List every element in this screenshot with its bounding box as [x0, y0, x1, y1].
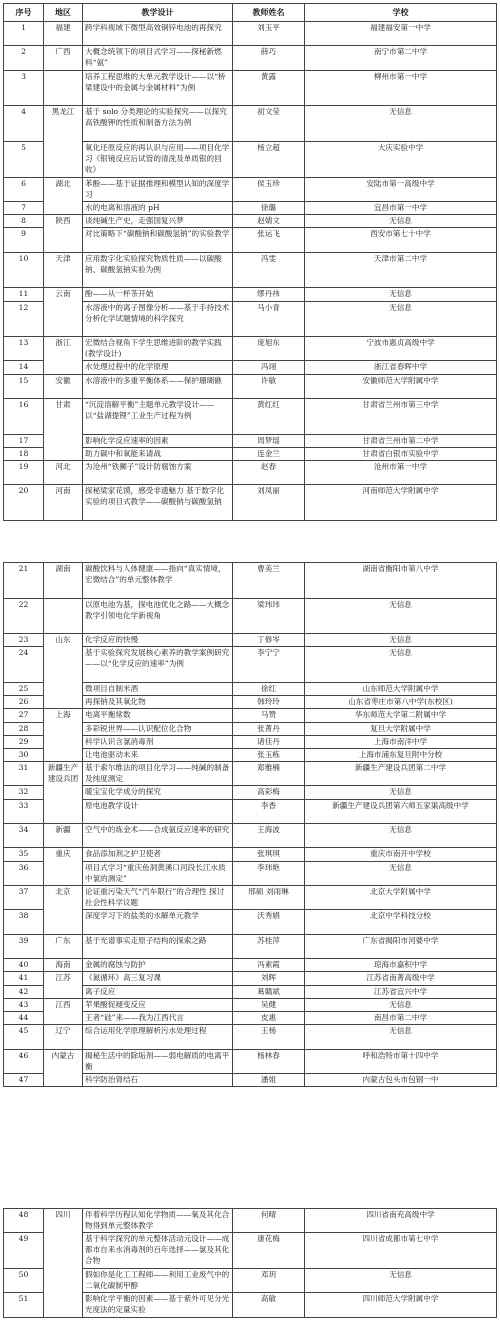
- row-teacher: 诸佳丹: [233, 735, 305, 748]
- row-region: 江西: [44, 998, 83, 1024]
- row-teacher: 高敏: [233, 1293, 305, 1317]
- row-teacher: 郑雅楠: [233, 762, 305, 786]
- row-number: 29: [4, 735, 44, 748]
- row-teacher: 王杨: [233, 1025, 305, 1049]
- row-design: 大概念统领下的项目式学习——探秘新燃料“氨”: [83, 46, 233, 70]
- row-school: 宁波市惠贞高级中学: [305, 337, 497, 361]
- row-school: 新疆生产建设兵团第六师五家渠高级中学: [305, 799, 497, 823]
- row-number: 41: [4, 972, 44, 985]
- row-teacher: 徐璐: [233, 201, 305, 214]
- row-school: 山东师范大学附属中学: [305, 682, 497, 695]
- row-design: 以原电池为基，探电池优化之路——大概念教学引领电化学新视角: [83, 598, 233, 634]
- row-teacher: 张菁丹: [233, 722, 305, 735]
- row-teacher: 丁修岑: [233, 634, 305, 647]
- row-region: 广东: [44, 934, 83, 958]
- row-region: 黑龙江: [44, 106, 83, 177]
- row-school: 无信息: [305, 824, 497, 848]
- row-number: 36: [4, 861, 44, 885]
- row-region: 北京: [44, 886, 83, 935]
- row-number: 8: [4, 215, 44, 228]
- row-design: 王者“硅”来——我为江西代言: [83, 1011, 233, 1024]
- row-design: 《氮循环》高三复习课: [83, 972, 233, 985]
- row-school: 甘肃省兰州市第三中学: [305, 399, 497, 435]
- row-school: 甘肃省白银市实验中学: [305, 447, 497, 460]
- row-design: 影响化学反应速率的因素: [83, 434, 233, 447]
- row-number: 23: [4, 634, 44, 647]
- row-teacher: 马赞: [233, 709, 305, 722]
- row-number: 34: [4, 824, 44, 848]
- row-region: 内蒙古: [44, 1049, 83, 1087]
- table-row: [4, 337, 497, 361]
- row-school: 沧州市第一中学: [305, 461, 497, 485]
- row-school: 大庆实验中学: [305, 141, 497, 177]
- row-teacher: 薛巧: [233, 46, 305, 70]
- row-region: 安徽: [44, 374, 83, 398]
- row-number: 38: [4, 910, 44, 934]
- row-design: 基于科学探究的单元整体活动元设计——成都市自来水消毒剂的百年选择——氯及其化合物: [83, 1233, 233, 1269]
- row-region: 天津: [44, 252, 83, 288]
- row-teacher: 邢硕 刘雨琳: [233, 886, 305, 910]
- row-region: [44, 598, 83, 634]
- row-school: 重庆市南开中学校: [305, 848, 497, 861]
- row-school: 南宁市第二中学: [305, 46, 497, 70]
- row-number: 5: [4, 141, 44, 177]
- row-school: 琼海市嘉积中学: [305, 959, 497, 972]
- row-number: 47: [4, 1073, 44, 1086]
- row-design: 假如你是化工工程师——利用工业废气中的二氧化碳制甲醇: [83, 1268, 233, 1292]
- row-teacher: 赵婧文: [233, 215, 305, 228]
- row-number: 1: [4, 22, 44, 46]
- row-school: 四川省成都市第七中学: [305, 1233, 497, 1269]
- row-teacher: 徐红: [233, 682, 305, 695]
- row-number: 18: [4, 447, 44, 460]
- row-number: 51: [4, 1293, 44, 1317]
- table-row: [4, 934, 497, 958]
- row-design: 水处理过程中的化学原理: [83, 361, 233, 374]
- table-row: [4, 762, 497, 786]
- row-teacher: 马小青: [233, 301, 305, 337]
- row-region: [44, 70, 83, 106]
- row-design: 化学反应的快慢: [83, 634, 233, 647]
- table-row: [4, 634, 497, 647]
- table-row: [4, 886, 497, 910]
- row-region: 广西: [44, 46, 83, 70]
- row-school: 无信息: [305, 998, 497, 1011]
- table-row: [4, 46, 497, 70]
- row-design: 基于索尔维法的项目化学习——纯碱的制备及纯度测定: [83, 762, 233, 786]
- row-design: 影响化学平衡的因素——基于紫外可见分光光度法的定量实验: [83, 1293, 233, 1317]
- row-region: 湖南: [44, 563, 83, 599]
- header-region: 地区: [44, 4, 83, 22]
- row-number: 30: [4, 748, 44, 761]
- row-design: 基于光谱事实走原子结构的探索之路: [83, 934, 233, 958]
- row-school: 无信息: [305, 106, 497, 142]
- row-school: 内蒙古包头市包钢一中: [305, 1073, 497, 1086]
- row-number: 21: [4, 563, 44, 599]
- row-number: 3: [4, 70, 44, 106]
- table-row: [4, 848, 497, 861]
- row-school: 福建福安第一中学: [305, 22, 497, 46]
- row-teacher: 杨立超: [233, 141, 305, 177]
- table-row: [4, 177, 497, 201]
- row-region: 河北: [44, 461, 83, 485]
- table-row: [4, 22, 497, 46]
- row-design: 让电池驱动未来: [83, 748, 233, 761]
- row-teacher: 张琪琪: [233, 848, 305, 861]
- row-design: 原电池教学设计: [83, 799, 233, 823]
- table-row: [4, 252, 497, 288]
- row-number: 17: [4, 434, 44, 447]
- row-design: 基于实验探究发展核心素养的教学案例研究——以“化学反应的速率”为例: [83, 647, 233, 683]
- row-design: 谈纯碱生产史，走强国复兴梦: [83, 215, 233, 228]
- row-school: 河南师范大学附属中学: [305, 485, 497, 521]
- row-school: 四川师范大学附属中学: [305, 1293, 497, 1317]
- row-school: 无信息: [305, 301, 497, 337]
- row-region: 山东: [44, 634, 83, 709]
- row-school: 广东省揭阳市河婆中学: [305, 934, 497, 958]
- course-table-part-3: [3, 1208, 497, 1318]
- row-design: 基于 solo 分类理论的实验探究——以探究高铁酸钾的性质和制备方法为例: [83, 106, 233, 142]
- row-school: 无信息: [305, 1025, 497, 1049]
- row-design: 再探钠及其氧化物: [83, 696, 233, 709]
- row-teacher: 李香: [233, 799, 305, 823]
- row-region: 浙江: [44, 337, 83, 375]
- row-design: 碳酸饮料与人体健康——指向“真实情境，宏微结合”的单元整体教学: [83, 563, 233, 599]
- row-design: 伴着科学历程认知化学物质——氧及其化合物得到单元整体教学: [83, 1209, 233, 1233]
- row-design: 苹果酸促褪变反应: [83, 998, 233, 1011]
- row-teacher: 刘晖: [233, 972, 305, 985]
- row-design: 对比策略下“碳酸钠和碳酸氢钠”的实验教学: [83, 228, 233, 252]
- table-row: [4, 106, 497, 142]
- row-number: 20: [4, 485, 44, 521]
- course-table-part-2: [3, 562, 497, 1087]
- row-number: 48: [4, 1209, 44, 1233]
- row-region: 重庆: [44, 848, 83, 886]
- row-design: 为沧州“铁狮子”设计防腐蚀方案: [83, 461, 233, 485]
- table-row: [4, 998, 497, 1011]
- row-number: 14: [4, 361, 44, 374]
- table-row: [4, 485, 497, 521]
- row-teacher: 李宁宁: [233, 647, 305, 683]
- row-school: 无信息: [305, 1268, 497, 1292]
- row-number: 43: [4, 998, 44, 1011]
- row-design: 跨学科视域下微型高效铜锌电池的再探究: [83, 22, 233, 46]
- row-region: 湖北: [44, 177, 83, 215]
- row-number: 15: [4, 374, 44, 398]
- row-school: 新疆生产建设兵团第二中学: [305, 762, 497, 786]
- row-school: 上海市浦东复旦附中分校: [305, 748, 497, 761]
- row-school: 浙江省春晖中学: [305, 361, 497, 374]
- row-region: 海南: [44, 959, 83, 972]
- header-school: 学校: [305, 4, 497, 22]
- row-region: 福建: [44, 22, 83, 46]
- row-teacher: 初文莹: [233, 106, 305, 142]
- row-number: 2: [4, 46, 44, 70]
- row-number: 39: [4, 934, 44, 958]
- table-row: [4, 709, 497, 722]
- row-school: 天津市第二中学: [305, 252, 497, 288]
- row-teacher: 潘姐: [233, 1073, 305, 1086]
- row-school: 安徽师范大学附属中学: [305, 374, 497, 398]
- row-design: 微项目自制米酒: [83, 682, 233, 695]
- row-design: 综合运用化学原理解析污水处理过程: [83, 1025, 233, 1049]
- row-teacher: 张玉栋: [233, 748, 305, 761]
- row-teacher: 杨林春: [233, 1049, 305, 1073]
- row-design: 培养工程思维的大单元教学设计——以“桥梁建设中的金属与金属材料”为例: [83, 70, 233, 106]
- row-design: 电离平衡常数: [83, 709, 233, 722]
- row-region: 江苏: [44, 972, 83, 998]
- row-number: 12: [4, 301, 44, 337]
- row-region: 辽宁: [44, 1025, 83, 1049]
- row-number: 49: [4, 1233, 44, 1269]
- row-number: 25: [4, 682, 44, 695]
- row-design: 多彩锐世界——认识配位化合物: [83, 722, 233, 735]
- row-design: 项目式学习“重庆鱼洞黄溪口河段长江水质中氯的测定”: [83, 861, 233, 885]
- row-school: 北京中学科技分校: [305, 910, 497, 934]
- row-teacher: 何晴: [233, 1209, 305, 1233]
- row-design: 探秘梁家花馍，感受非遗魅力 基于数字化实验的项目式教学——碳酸钠与碳酸氢钠: [83, 485, 233, 521]
- row-design: 科学认识含氯消毒剂: [83, 735, 233, 748]
- row-design: 苯酚——基于证据推理和模型认知的深度学习: [83, 177, 233, 201]
- header-number: 序号: [4, 4, 44, 22]
- row-number: 4: [4, 106, 44, 142]
- table-row: [4, 598, 497, 634]
- row-school: 无信息: [305, 598, 497, 634]
- row-region: 新疆: [44, 824, 83, 848]
- row-school: 无信息: [305, 786, 497, 799]
- row-number: 6: [4, 177, 44, 201]
- row-teacher: 黄红红: [233, 399, 305, 435]
- row-teacher: 周梦瑶: [233, 434, 305, 447]
- table-header-row: [4, 4, 497, 22]
- row-teacher: 王海波: [233, 824, 305, 848]
- header-teacher: 教师姓名: [233, 4, 305, 22]
- row-school: 无信息: [305, 215, 497, 228]
- row-teacher: 曹美兰: [233, 563, 305, 599]
- row-teacher: 葛赣斌: [233, 985, 305, 998]
- row-school: 华东师范大学第二附属中学: [305, 709, 497, 722]
- row-number: 9: [4, 228, 44, 252]
- row-design: 宏微结合视角下学生思维进阶的教学实践(教学设计): [83, 337, 233, 361]
- row-design: 科学防治肾结石: [83, 1073, 233, 1086]
- row-teacher: 张运飞: [233, 228, 305, 252]
- row-design: 氧化还原反应的再认识与应用——项目化学习《银镜反应后试管的清洗及单质银的回收》: [83, 141, 233, 177]
- row-teacher: 黄露: [233, 70, 305, 106]
- row-number: 42: [4, 985, 44, 998]
- row-number: 22: [4, 598, 44, 634]
- row-teacher: 赵春: [233, 461, 305, 485]
- row-number: 40: [4, 959, 44, 972]
- row-teacher: 苏桂萍: [233, 934, 305, 958]
- row-design: 深度学习下的盐类的水解单元教学: [83, 910, 233, 934]
- row-teacher: 冯翊: [233, 361, 305, 374]
- row-school: 无信息: [305, 288, 497, 301]
- row-region: 陕西: [44, 215, 83, 253]
- row-number: 33: [4, 799, 44, 823]
- row-design: 空气中的炼金术——合成氨反应速率的研究: [83, 824, 233, 848]
- row-school: 宜昌市第一中学: [305, 201, 497, 214]
- row-teacher: 连金兰: [233, 447, 305, 460]
- row-teacher: 高彩梅: [233, 786, 305, 799]
- row-design: 助力碳中和氧能来请战: [83, 447, 233, 460]
- row-design: 暖宝宝化学成分的探究: [83, 786, 233, 799]
- row-school: 北京大学附属中学: [305, 886, 497, 910]
- row-school: 复旦大学附属中学: [305, 722, 497, 735]
- row-school: 南昌市第二中学: [305, 1011, 497, 1024]
- row-teacher: 吴健: [233, 998, 305, 1011]
- row-school: 湖南省衡阳市第八中学: [305, 563, 497, 599]
- row-number: 32: [4, 786, 44, 799]
- row-number: 11: [4, 288, 44, 301]
- row-number: 19: [4, 461, 44, 485]
- row-school: 无信息: [305, 634, 497, 647]
- row-number: 10: [4, 252, 44, 288]
- row-teacher: 韩玲玲: [233, 696, 305, 709]
- row-school: 无信息: [305, 647, 497, 683]
- row-teacher: 刘玉平: [233, 22, 305, 46]
- row-school: 安陆市第一高级中学: [305, 177, 497, 201]
- row-school: 山东省枣庄市第八中学(东校区): [305, 696, 497, 709]
- table-row: [4, 959, 497, 972]
- row-number: 44: [4, 1011, 44, 1024]
- table-row: [4, 461, 497, 485]
- row-design: 揭秘生活中的除垢剂——弱电解质的电离平衡: [83, 1049, 233, 1073]
- row-design: 酚——从一杯茶开始: [83, 288, 233, 301]
- row-teacher: 庞旭东: [233, 337, 305, 361]
- row-region: 四川: [44, 1209, 83, 1318]
- table-row: [4, 374, 497, 398]
- row-school: 呼和浩特市第十四中学: [305, 1049, 497, 1073]
- row-number: 31: [4, 762, 44, 786]
- row-number: 50: [4, 1268, 44, 1292]
- table-row: [4, 824, 497, 848]
- table-row: [4, 563, 497, 599]
- row-school: 西安市第七十中学: [305, 228, 497, 252]
- row-design: 论证重污染天气“汽车限行”的合理性 探讨社会性科学议题: [83, 886, 233, 910]
- course-table-part-1: [3, 3, 497, 521]
- row-teacher: 沃秀娟: [233, 910, 305, 934]
- row-design: 应用数字化实验探究物质性质——以碳酸钠、碳酸氢钠实验为例: [83, 252, 233, 288]
- row-teacher: 皮惠: [233, 1011, 305, 1024]
- row-number: 7: [4, 201, 44, 214]
- row-region: 云南: [44, 288, 83, 337]
- row-number: 35: [4, 848, 44, 861]
- row-school: 上海市南洋中学: [305, 735, 497, 748]
- row-design: 水溶液中的离子图像分析——基于手持技术分析化学试题情境的科学探究: [83, 301, 233, 337]
- row-number: 16: [4, 399, 44, 435]
- row-teacher: 缪丹祎: [233, 288, 305, 301]
- row-school: 无信息: [305, 861, 497, 885]
- row-number: 26: [4, 696, 44, 709]
- row-design: 食品添加剂之护卫使者: [83, 848, 233, 861]
- row-number: 28: [4, 722, 44, 735]
- row-teacher: 刘凤丽: [233, 485, 305, 521]
- row-design: 水溶液中的多重平衡体系——保护珊瑚礁: [83, 374, 233, 398]
- table-row: [4, 70, 497, 106]
- row-number: 37: [4, 886, 44, 910]
- row-region: 甘肃: [44, 399, 83, 461]
- table-row: [4, 288, 497, 301]
- table-row: [4, 215, 497, 228]
- row-teacher: 冯雯: [233, 252, 305, 288]
- row-design: 金属的腐蚀与防护: [83, 959, 233, 972]
- table-row: [4, 1209, 497, 1233]
- row-number: 45: [4, 1025, 44, 1049]
- row-design: “沉淀溶解平衡”主题单元教学设计——以“盐湖提锂”工业生产过程为例: [83, 399, 233, 435]
- row-number: 13: [4, 337, 44, 361]
- row-teacher: 冯素霞: [233, 959, 305, 972]
- row-teacher: 梁玮玮: [233, 598, 305, 634]
- row-school: 江苏省南菁高级中学: [305, 972, 497, 985]
- row-region: 河南: [44, 485, 83, 521]
- row-number: 27: [4, 709, 44, 722]
- row-region: 上海: [44, 709, 83, 762]
- row-teacher: 许敏: [233, 374, 305, 398]
- table-row: [4, 1025, 497, 1049]
- row-design: 水的电离和溶液的 pH: [83, 201, 233, 214]
- row-school: 甘肃省兰州市第二中学: [305, 434, 497, 447]
- row-number: 46: [4, 1049, 44, 1073]
- row-teacher: 康花梅: [233, 1233, 305, 1269]
- table-row: [4, 399, 497, 435]
- row-design: 离子反应: [83, 985, 233, 998]
- table-row: [4, 1049, 497, 1073]
- row-school: 柳州市第一中学: [305, 70, 497, 106]
- row-school: 四川省南充高级中学: [305, 1209, 497, 1233]
- row-region: 新疆生产建设兵团: [44, 762, 83, 824]
- row-teacher: 邓玥: [233, 1268, 305, 1292]
- header-design: 教学设计: [83, 4, 233, 22]
- row-teacher: 李玮艳: [233, 861, 305, 885]
- row-teacher: 侯玉珍: [233, 177, 305, 201]
- table-row: [4, 972, 497, 985]
- row-number: 24: [4, 647, 44, 683]
- row-school: 江苏省宜兴中学: [305, 985, 497, 998]
